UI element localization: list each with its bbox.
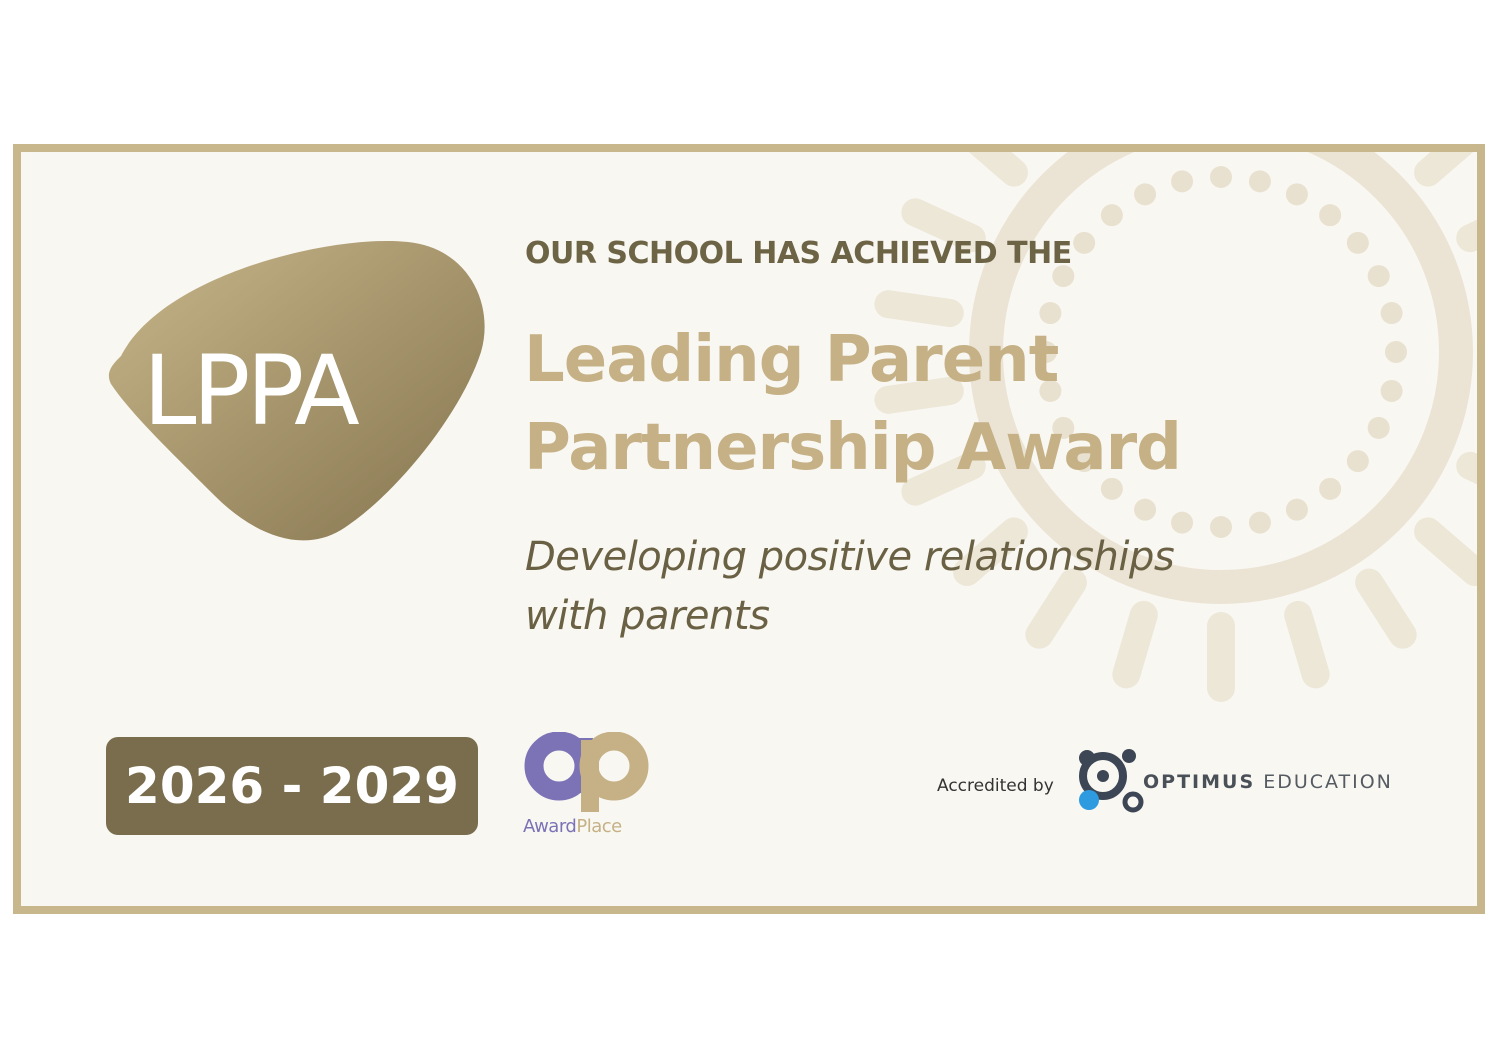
watermark-ray	[1408, 152, 1477, 192]
year-range-text: 2026 - 2029	[125, 757, 459, 815]
watermark-dot	[1347, 450, 1369, 472]
lppa-logo	[103, 234, 493, 544]
tagline-line-2: with parents	[525, 593, 770, 639]
watermark-ray	[1452, 447, 1477, 510]
award-title-line-2: Partnership Award	[524, 411, 1181, 485]
watermark-ray	[1350, 563, 1422, 654]
watermark-dot	[1171, 512, 1193, 534]
watermark-dot	[1381, 302, 1403, 324]
watermark-dot	[1249, 512, 1271, 534]
year-range-badge	[106, 737, 478, 835]
watermark-ray	[1408, 512, 1477, 592]
awardplace-wordmark	[523, 816, 622, 837]
award-title-line-1: Leading Parent	[524, 323, 1059, 397]
watermark-dot	[1210, 516, 1232, 538]
watermark-dot	[1347, 232, 1369, 254]
watermark-ray	[1452, 194, 1477, 257]
awardplace-word-award: Award	[523, 816, 577, 837]
eyebrow-heading: OUR SCHOOL HAS ACHIEVED THE	[525, 236, 1072, 271]
watermark-dot	[1249, 170, 1271, 192]
optimus-name-strong: OPTIMUS	[1143, 771, 1256, 793]
lppa-logo-text: LPPA	[143, 335, 356, 447]
watermark-dot	[1101, 204, 1123, 226]
watermark-ray	[1476, 288, 1477, 329]
watermark-dot	[1210, 166, 1232, 188]
optimus-network-icon	[1073, 742, 1153, 822]
watermark-dot	[1381, 380, 1403, 402]
award-title	[524, 316, 1181, 492]
awardplace-word-place: Place	[576, 816, 622, 837]
watermark-ray	[947, 152, 1033, 192]
watermark-ray	[1207, 612, 1235, 702]
tagline-line-1: Developing positive relationships	[525, 534, 1175, 580]
watermark-dot	[1368, 417, 1390, 439]
accredited-by-label: Accredited by	[937, 776, 1054, 796]
watermark-dot	[1134, 183, 1156, 205]
watermark-dot	[1171, 170, 1193, 192]
watermark-dot	[1368, 265, 1390, 287]
watermark-ray	[1476, 375, 1477, 416]
watermark-dot	[1073, 232, 1095, 254]
watermark-dot	[1286, 183, 1308, 205]
watermark-ray	[1281, 598, 1333, 692]
watermark-dot	[1319, 478, 1341, 500]
award-certificate-card	[13, 144, 1485, 914]
watermark-dot	[1286, 499, 1308, 521]
optimus-name-light: EDUCATION	[1263, 771, 1393, 793]
watermark-dot	[1319, 204, 1341, 226]
awardplace-logo-text: ap	[523, 732, 525, 733]
tagline	[525, 528, 1174, 646]
optimus-education-name	[1143, 771, 1393, 793]
watermark-dot	[1134, 499, 1156, 521]
watermark-dot	[1385, 341, 1407, 363]
